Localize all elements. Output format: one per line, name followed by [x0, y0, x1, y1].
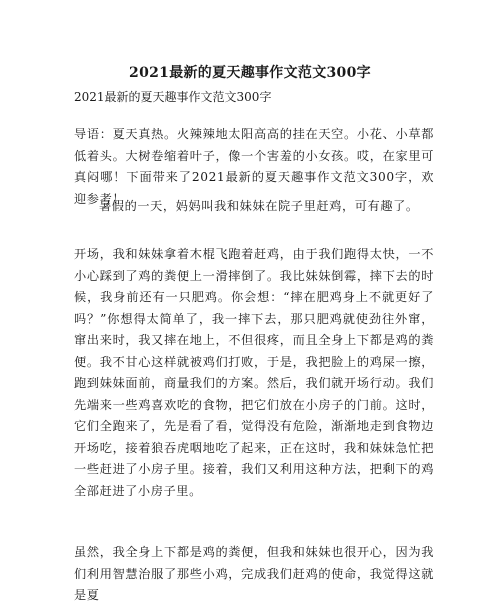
paragraph-conclusion: 虽然，我全身上下都是鸡的粪便，但我和妹妹也很开心，因为我们利用智慧治服了那些小鸡，完成我们赶鸡的使命，我觉得这就是夏: [74, 545, 434, 602]
paragraph-intro: 导语：夏天真热。火辣辣地太阳高高的挂在天空。小花、小草都低着头。大树卷缩着叶子，像一个害羞的小女孩。哎，在家里可真闷哪！下面带来了2021最新的夏天趣事作文范文300字，欢迎参考！: [74, 127, 434, 206]
paragraph-summer-day: 暑假的一天，妈妈叫我和妹妹在院子里赶鸡，可有趣了。: [99, 199, 419, 213]
document-title: 2021最新的夏天趣事作文范文300字: [129, 65, 371, 81]
document-subtitle: 2021最新的夏天趣事作文范文300字: [74, 90, 272, 104]
paragraph-story: 开场，我和妹妹拿着木棍飞跑着赶鸡，由于我们跑得太快，一不小心踩到了鸡的粪便上一滑摔倒了。我比妹妹倒霉，摔下去的时候，我身前还有一只肥鸡。你会想：“摔在肥鸡身上不就更好了吗？”你想得太简单了，我一摔下去，那只肥鸡就使劲往外窜，窜出来时，我又摔在地上，不但很疼，而且全身上下都是鸡的粪便。我不甘心这样就被鸡们打败，于是，我把脸上的鸡屎一擦，跑到妹妹面前，商量我们的方案。然后，我们就开场行动。我们先端来一些鸡喜欢吃的食物，把它们放在小房子的门前。这时，它们全跑来了，先是看了看，觉得没有危险，渐渐地走到食物边开场吃，接着狼吞虎咽地吃了起来，正在这时，我和妹妹急忙把一些赶进了小房子里。接着，我们又利用这种方法，把剩下的鸡全部赶进了小房子里。: [74, 247, 434, 498]
